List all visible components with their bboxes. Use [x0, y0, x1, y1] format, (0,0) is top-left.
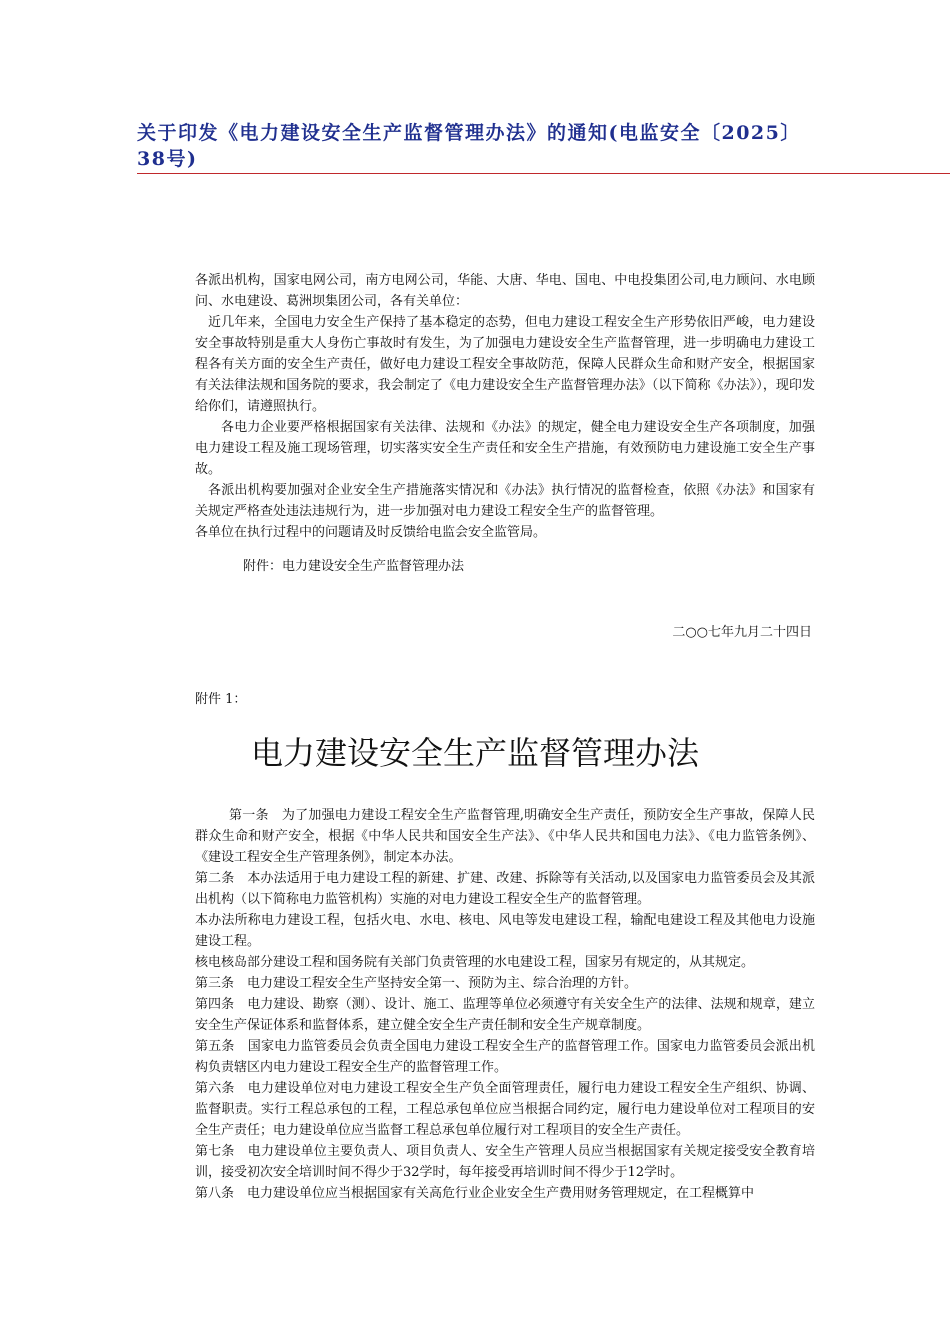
article: 第七条 电力建设单位主要负责人、项目负责人、安全生产管理人员应当根据国家有关规定接受安全教育培训，接受初次安全培训时间不得少于32学时，每年接受再培训时间不得少于12学时。 [195, 1144, 815, 1180]
issue-date: 二○○七年九月二十四日 [672, 625, 812, 640]
article: 第四条 电力建设、勘察（测）、设计、施工、监理等单位必须遵守有关安全生产的法律、法规和规章，建立安全生产保证体系和监督体系，建立健全安全生产责任制和安全生产规章制度。 [195, 997, 815, 1033]
article: 核电核岛部分建设工程和国务院有关部门负责管理的水电建设工程，国家另有规定的，从其规定。 [195, 955, 755, 970]
articles-section [195, 805, 815, 1204]
article: 第五条 国家电力监管委员会负责全国电力建设工程安全生产的监督管理工作。国家电力监管委员会派出机构负责辖区内电力建设工程安全生产的监督管理工作。 [195, 1039, 815, 1075]
addressees: 各派出机构，国家电网公司，南方电网公司，华能、大唐、华电、国电、中电投集团公司,电力顾问、水电顾问、水电建设、葛洲坝集团公司，各有关单位： [195, 273, 815, 309]
paragraph: 近几年来，全国电力安全生产保持了基本稳定的态势，但电力建设工程安全生产形势依旧严峻，电力建设安全事故特别是重大人身伤亡事故时有发生，为了加强电力建设安全生产监督管理，进一步明确电力建设工程各有关方面的安全生产责任，做好电力建设工程安全事故防范，保障人民群众生命和财产安全，根据国家有关法律法规和国务院的要求，我会制定了《电力建设安全生产监督管理办法》（以下简称《办法》），现印发给你们，请遵照执行。 [195, 315, 815, 414]
notice-body [195, 270, 815, 543]
attachment-line: 附件：电力建设安全生产监督管理办法 [243, 559, 465, 574]
notice-title: 关于印发《电力建设安全生产监督管理办法》的通知(电监安全〔2025〕38号) [137, 122, 801, 170]
article: 第三条 电力建设工程安全生产坚持安全第一、预防为主、综合治理的方针。 [195, 976, 638, 991]
paragraph: 各派出机构要加强对企业安全生产措施落实情况和《办法》执行情况的监督检查，依照《办法》和国家有关规定严格查处违法违规行为，进一步加强对电力建设工程安全生产的监督管理。 [195, 483, 815, 519]
document-title: 电力建设安全生产监督管理办法 [250, 734, 699, 772]
appendix-label: 附件 1： [195, 692, 247, 707]
article: 本办法所称电力建设工程，包括火电、水电、核电、风电等发电建设工程，输配电建设工程及其他电力设施建设工程。 [195, 913, 815, 949]
article: 第八条 电力建设单位应当根据国家有关高危行业企业安全生产费用财务管理规定，在工程概算中 [195, 1186, 755, 1201]
article: 第一条 为了加强电力建设工程安全生产监督管理,明确安全生产责任，预防安全生产事故，保障人民群众生命和财产安全，根据《中华人民共和国安全生产法》、《中华人民共和国电力法》、《电力监管条例》、《建设工程安全生产管理条例》，制定本办法。 [195, 808, 815, 865]
title-divider [137, 173, 950, 174]
feedback-line: 各单位在执行过程中的问题请及时反馈给电监会安全监管局。 [195, 525, 547, 540]
paragraph: 各电力企业要严格根据国家有关法律、法规和《办法》的规定，健全电力建设安全生产各项制度，加强电力建设工程及施工现场管理，切实落实安全生产责任和安全生产措施，有效预防电力建设施工安全生产事故。 [195, 420, 815, 477]
article: 第二条 本办法适用于电力建设工程的新建、扩建、改建、拆除等有关活动,以及国家电力监管委员会及其派出机构（以下简称电力监管机构）实施的对电力建设工程安全生产的监督管理。 [195, 871, 815, 907]
article: 第六条 电力建设单位对电力建设工程安全生产负全面管理责任，履行电力建设工程安全生产组织、协调、监督职责。实行工程总承包的工程，工程总承包单位应当根据合同约定，履行电力建设单位对工程项目的安全生产责任；电力建设单位应当监督工程总承包单位履行对工程项目的安全生产责任。 [195, 1081, 815, 1138]
